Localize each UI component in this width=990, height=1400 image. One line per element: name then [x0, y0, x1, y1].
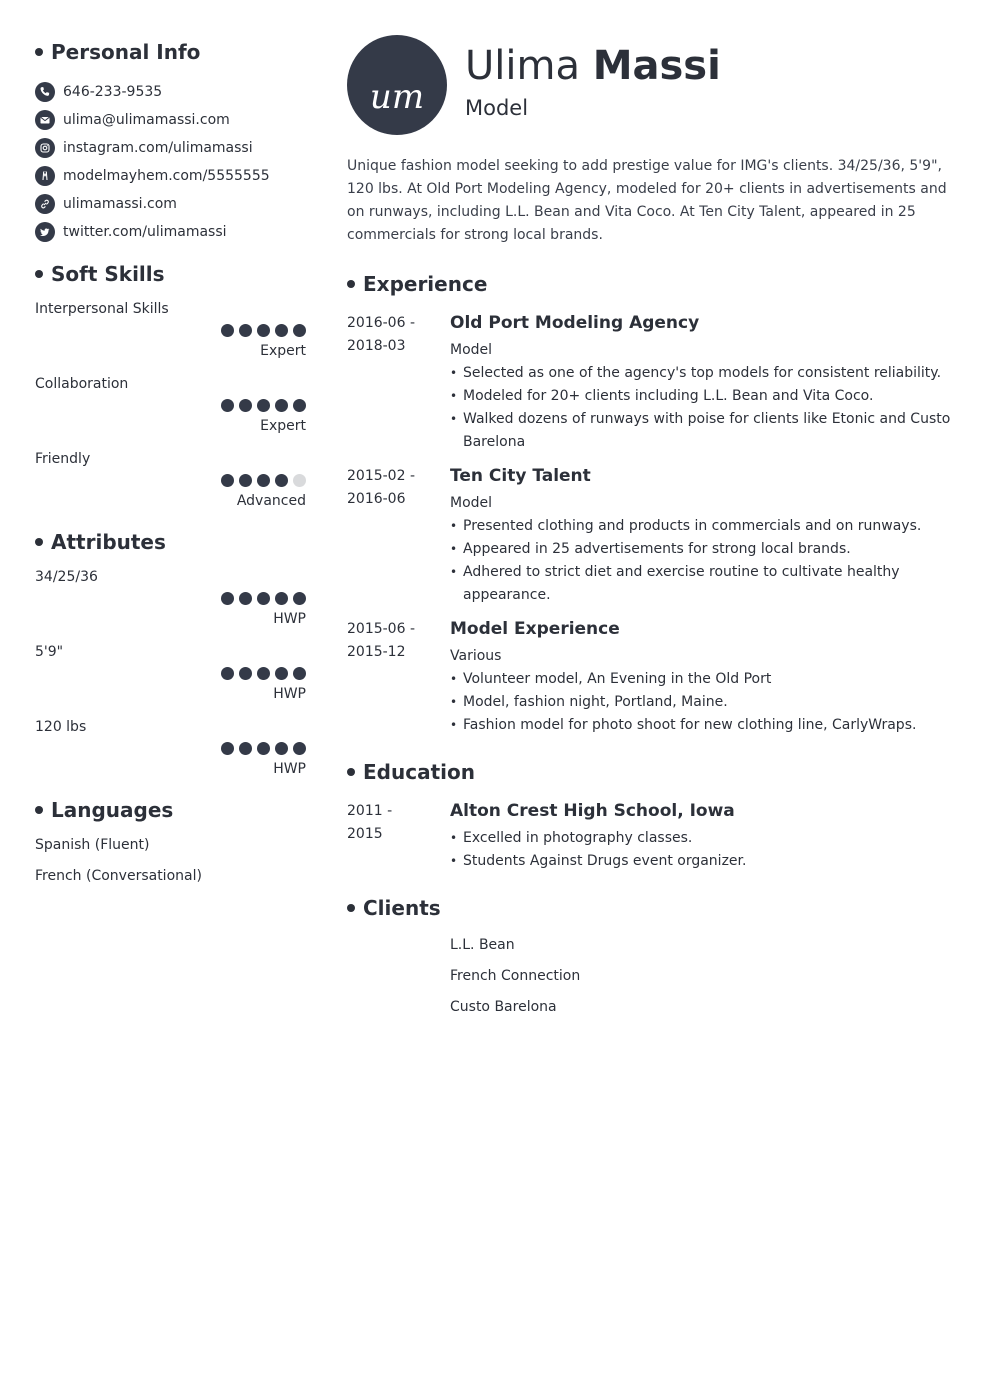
bullet-list [450, 668, 957, 737]
rating-dot-filled [275, 592, 288, 605]
entry-dates [347, 800, 450, 873]
rating-dot-filled [293, 324, 306, 337]
list-item: • Model, fashion night, Portland, Maine. [450, 691, 957, 714]
summary-text: Unique fashion model seeking to add prestige value for IMG's clients. 34/25/36, 5'9", 120 lbs. At Old Port Modeling Agency, modeled for 20+ clients in advertisements and on runways, including L.L. Bean and Vita Coco. At Ten City Talent, appeared in 25 commercials for strong local brands. [347, 158, 947, 243]
date-start: 2015-02 - [347, 468, 415, 484]
bullet-dot [35, 538, 43, 546]
personal-info-title: Personal Info [51, 40, 201, 64]
rating-dot-filled [239, 324, 252, 337]
avatar-initials: um [369, 77, 425, 117]
attribute-rating [35, 667, 306, 681]
website-text[interactable]: ulimamassi.com [63, 196, 177, 212]
attribute-item [35, 717, 306, 780]
soft-skills-title: Soft Skills [51, 262, 165, 286]
bullet-list [450, 362, 957, 454]
skill-item [35, 374, 306, 437]
rating-dot-filled [293, 742, 306, 755]
soft-skills-list [35, 299, 306, 512]
contact-modelmayhem[interactable] [35, 162, 306, 190]
list-item: • Selected as one of the agency's top models for consistent reliability. [450, 362, 957, 385]
entry-dates [347, 312, 450, 454]
experience-entry [347, 465, 957, 607]
position-title: Model [450, 342, 493, 358]
bullet-list [450, 515, 957, 607]
full-name [465, 42, 721, 90]
attributes-title: Attributes [51, 530, 166, 554]
attributes-heading [35, 528, 306, 556]
rating-dot-filled [257, 399, 270, 412]
education-heading [347, 758, 957, 786]
skill-rating [35, 474, 306, 488]
skill-name: Collaboration [35, 376, 129, 392]
rating-dot-filled [275, 742, 288, 755]
attribute-item [35, 642, 306, 705]
link-icon [35, 194, 55, 214]
rating-dot-filled [239, 667, 252, 680]
skill-level: Advanced [236, 493, 306, 509]
languages-heading [35, 796, 306, 824]
entry-body [450, 465, 957, 607]
attribute-rating [35, 742, 306, 756]
list-item: • Students Against Drugs event organizer. [450, 850, 957, 873]
company-name: Model Experience [450, 619, 620, 639]
phone-icon [35, 82, 55, 102]
rating-dot-filled [257, 742, 270, 755]
contact-website[interactable] [35, 190, 306, 218]
date-end: 2018-03 [347, 338, 406, 354]
list-item: • Presented clothing and products in commercials and on runways. [450, 515, 957, 538]
list-item: • Adhered to strict diet and exercise routine to cultivate healthy appearance. [450, 561, 957, 607]
client-item: French Connection [450, 968, 581, 984]
resume-header [347, 35, 957, 135]
bullet-dot [35, 48, 43, 56]
language-item: French (Conversational) [35, 868, 202, 884]
instagram-icon [35, 138, 55, 158]
attribute-name: 5'9" [35, 644, 64, 660]
date-start: 2016-06 - [347, 315, 415, 331]
soft-skills-heading [35, 260, 306, 288]
experience-heading [347, 270, 957, 298]
personal-info-heading [35, 38, 306, 66]
bullet-dot [35, 806, 43, 814]
experience-entry [347, 312, 957, 454]
entry-dates [347, 465, 450, 607]
languages-list [35, 835, 306, 897]
email-text[interactable]: ulima@ulimamassi.com [63, 112, 230, 128]
client-item: L.L. Bean [450, 937, 515, 953]
attribute-item [35, 567, 306, 630]
company-name: Old Port Modeling Agency [450, 313, 700, 333]
bullet-dot [35, 270, 43, 278]
school-name: Alton Crest High School, Iowa [450, 801, 735, 821]
list-item: • Walked dozens of runways with poise for clients like Etonic and Custo Barelona [450, 408, 957, 454]
skill-name: Friendly [35, 451, 91, 467]
attribute-rating [35, 592, 306, 606]
avatar [347, 35, 447, 135]
education-entry [347, 800, 957, 873]
contact-phone [35, 78, 306, 106]
sidebar [35, 38, 306, 897]
skill-item [35, 449, 306, 512]
skill-item [35, 299, 306, 362]
position-title: Various [450, 648, 502, 664]
entry-body [450, 800, 957, 873]
entry-body [450, 618, 957, 737]
rating-dot-filled [293, 399, 306, 412]
rating-dot-empty [293, 474, 306, 487]
attribute-level: HWP [273, 686, 306, 702]
rating-dot-filled [221, 592, 234, 605]
attribute-level: HWP [273, 761, 306, 777]
email-icon [35, 110, 55, 130]
rating-dot-filled [221, 474, 234, 487]
client-item: Custo Barelona [450, 999, 557, 1015]
bullet-dot [347, 280, 355, 288]
rating-dot-filled [293, 667, 306, 680]
rating-dot-filled [221, 742, 234, 755]
position-title: Model [450, 495, 493, 511]
modelmayhem-icon [35, 166, 55, 186]
skill-level: Expert [260, 343, 306, 359]
list-item: • Volunteer model, An Evening in the Old Port [450, 668, 957, 691]
rating-dot-filled [257, 474, 270, 487]
clients-list [347, 935, 957, 1028]
clients-heading [347, 894, 957, 922]
skill-rating [35, 324, 306, 338]
attribute-name: 120 lbs [35, 719, 87, 735]
date-end: 2015-12 [347, 644, 406, 660]
date-start: 2015-06 - [347, 621, 415, 637]
skill-name: Interpersonal Skills [35, 301, 169, 317]
twitter-text[interactable]: twitter.com/ulimamassi [63, 224, 227, 240]
list-item: • Modeled for 20+ clients including L.L. Bean and Vita Coco. [450, 385, 957, 408]
bullet-list [450, 827, 957, 873]
rating-dot-filled [257, 667, 270, 680]
skill-level: Expert [260, 418, 306, 434]
rating-dot-filled [275, 399, 288, 412]
instagram-text[interactable]: instagram.com/ulimamassi [63, 140, 253, 156]
rating-dot-filled [275, 667, 288, 680]
date-end: 2016-06 [347, 491, 406, 507]
list-item: • Fashion model for photo shoot for new clothing line, CarlyWraps. [450, 714, 957, 737]
entry-dates [347, 618, 450, 737]
bullet-dot [347, 904, 355, 912]
bullet-dot [347, 768, 355, 776]
list-item: • Appeared in 25 advertisements for strong local brands. [450, 538, 957, 561]
rating-dot-filled [239, 592, 252, 605]
attributes-list [35, 567, 306, 780]
rating-dot-filled [275, 324, 288, 337]
first-name: Ulima [465, 43, 580, 89]
rating-dot-filled [257, 592, 270, 605]
language-item: Spanish (Fluent) [35, 837, 150, 853]
attribute-name: 34/25/36 [35, 569, 98, 585]
languages-title: Languages [51, 798, 174, 822]
contact-twitter[interactable] [35, 218, 306, 246]
experience-title: Experience [363, 272, 488, 296]
modelmayhem-text[interactable]: modelmayhem.com/5555555 [63, 168, 270, 184]
rating-dot-filled [239, 474, 252, 487]
rating-dot-filled [221, 399, 234, 412]
clients-title: Clients [363, 896, 441, 920]
contact-instagram[interactable] [35, 134, 306, 162]
date-start: 2011 - [347, 803, 393, 819]
skill-rating [35, 399, 306, 413]
company-name: Ten City Talent [450, 466, 591, 486]
rating-dot-filled [293, 592, 306, 605]
contact-list [35, 78, 306, 246]
education-title: Education [363, 760, 475, 784]
job-title: Model [465, 96, 529, 120]
last-name: Massi [592, 43, 721, 89]
rating-dot-filled [221, 667, 234, 680]
main-content [347, 35, 957, 1028]
date-end: 2015 [347, 826, 383, 842]
rating-dot-filled [275, 474, 288, 487]
rating-dot-filled [257, 324, 270, 337]
rating-dot-filled [221, 324, 234, 337]
attribute-level: HWP [273, 611, 306, 627]
list-item: • Excelled in photography classes. [450, 827, 957, 850]
name-block [465, 35, 721, 120]
experience-entry [347, 618, 957, 737]
rating-dot-filled [239, 742, 252, 755]
entry-body [450, 312, 957, 454]
twitter-icon [35, 222, 55, 242]
phone-text: 646-233-9535 [63, 84, 163, 100]
rating-dot-filled [239, 399, 252, 412]
contact-email[interactable] [35, 106, 306, 134]
